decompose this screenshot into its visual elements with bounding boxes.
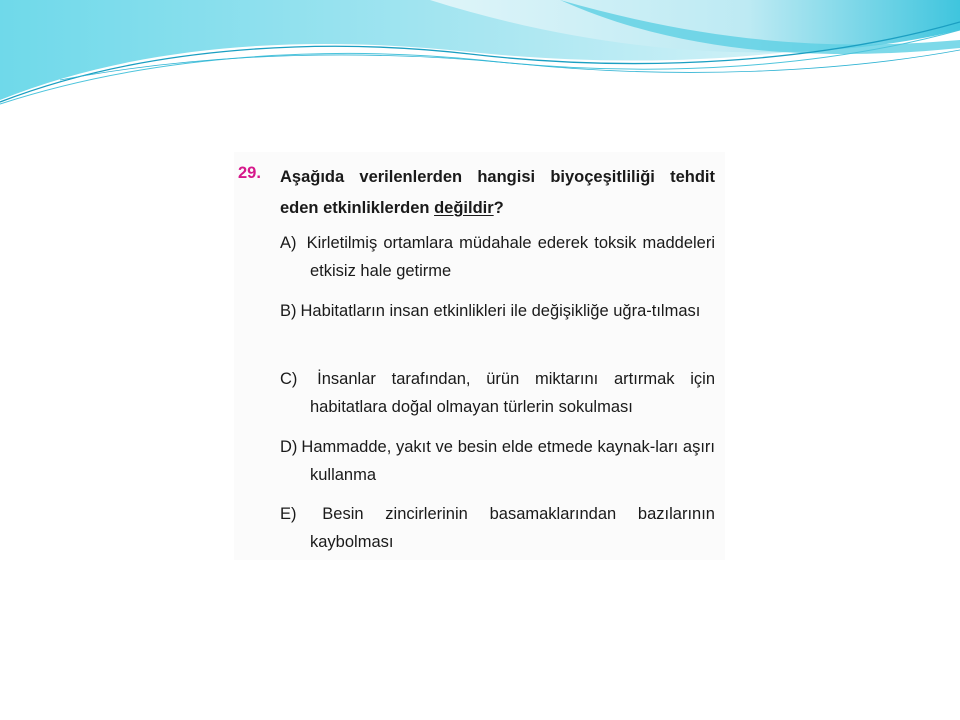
question-stem [280, 162, 715, 224]
option-a-letter: A) [280, 234, 297, 252]
question-stem-emphasis: değildir [434, 199, 494, 217]
question-number: 29. [238, 164, 261, 182]
option-d[interactable] [280, 433, 715, 489]
option-e[interactable] [280, 500, 715, 556]
option-e-letter: E) [280, 505, 297, 523]
option-c-text: İnsanlar tarafından, ürün miktarını artırmak için habitatlara doğal olmayan türlerin sokulması [310, 370, 716, 416]
option-e-text: Besin zincirlerinin basamaklarından bazılarının kaybolması [310, 505, 715, 551]
option-d-letter: D) [280, 438, 298, 456]
option-c-letter: C) [280, 370, 298, 388]
option-b-letter: B) [280, 302, 297, 320]
option-d-text: Hammadde, yakıt ve besin elde etmede kaynak-ları aşırı kullanma [301, 438, 715, 484]
option-c[interactable] [280, 365, 715, 421]
option-b[interactable] [280, 297, 715, 325]
question-stem-text: Aşağıda verilenlerden hangisi biyoçeşitliliği tehdit eden etkinliklerden [280, 168, 715, 217]
question-stem-end: ? [493, 199, 504, 217]
option-b-text: Habitatların insan etkinlikleri ile değişikliğe uğra-tılması [300, 302, 701, 320]
option-a-text: Kirletilmiş ortamlara müdahale ederek toksik maddeleri etkisiz hale getirme [306, 234, 716, 280]
header-wave-decoration [0, 0, 960, 120]
option-a[interactable] [280, 229, 715, 285]
question-panel [234, 152, 725, 560]
